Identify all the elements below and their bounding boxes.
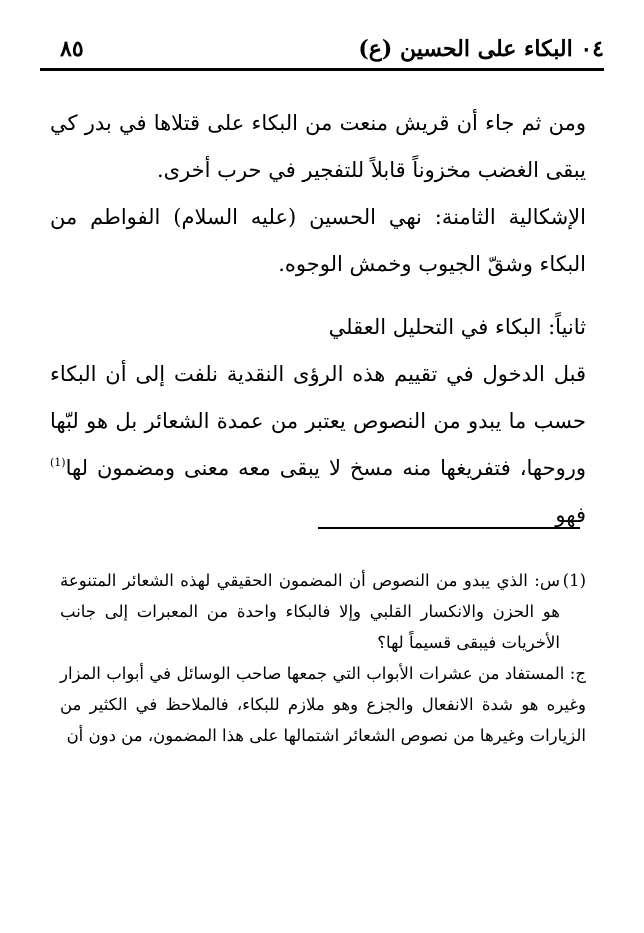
body-paragraph: ومن ثم جاء أن قريش منعت من البكاء على قتلاها في بدر كي يبقى الغضب مخزوناً قابلاً للتفجير في حرب أخرى. [50,111,586,182]
footnotes [60,565,586,751]
body-paragraph: الإشكالية الثامنة: نهي الحسين (عليه السلام) الفواطم من البكاء وشقّ الجيوب وخمش الوجوه. [50,205,586,276]
header-rule [40,68,604,71]
footnote-reference[interactable]: (1) [50,456,66,469]
body-paragraph-text: قبل الدخول في تقييم هذه الرؤى النقدية نلفت إلى أن البكاء حسب ما يبدو من النصوص يعتبر من عمدة الشعائر بل هو لبّها وروحها، فتفريغها منه مسخ لا يبقى معه معنى ومضمون لها [50,362,586,480]
main-text [50,100,586,539]
footnote-separator [318,527,580,529]
running-header [40,26,604,74]
footnote-marker: (1) [562,571,586,590]
footnote-question [60,565,586,658]
footnote-answer: ج: المستفاد من عشرات الأبواب التي جمعها صاحب الوسائل في أبواب المزار وغيره هو شدة الانفعال والجزع وهو ملازم للبكاء، فالملاحظ في الكثير من الزيارات وغيرها من نصوص الشعائر اشتمالها على هذا المضمون، من دون أن [60,664,586,745]
body-paragraph [50,351,586,539]
page-number: ٨٥ [60,36,84,62]
header-title: ٠٤ البكاء على الحسين (ع) [358,36,604,62]
body-paragraph-tail: فهو [555,503,586,527]
section-heading: ثانياً: البكاء في التحليل العقلي [328,315,586,339]
footnote-question-text: س: الذي يبدو من النصوص أن المضمون الحقيقي لهذه الشعائر المتنوعة هو الحزن والانكسار القلبي وإلا فالبكاء واحدة من المعبرات إلى جانب الأخريات فيبقى قسيماً لها؟ [60,571,560,652]
